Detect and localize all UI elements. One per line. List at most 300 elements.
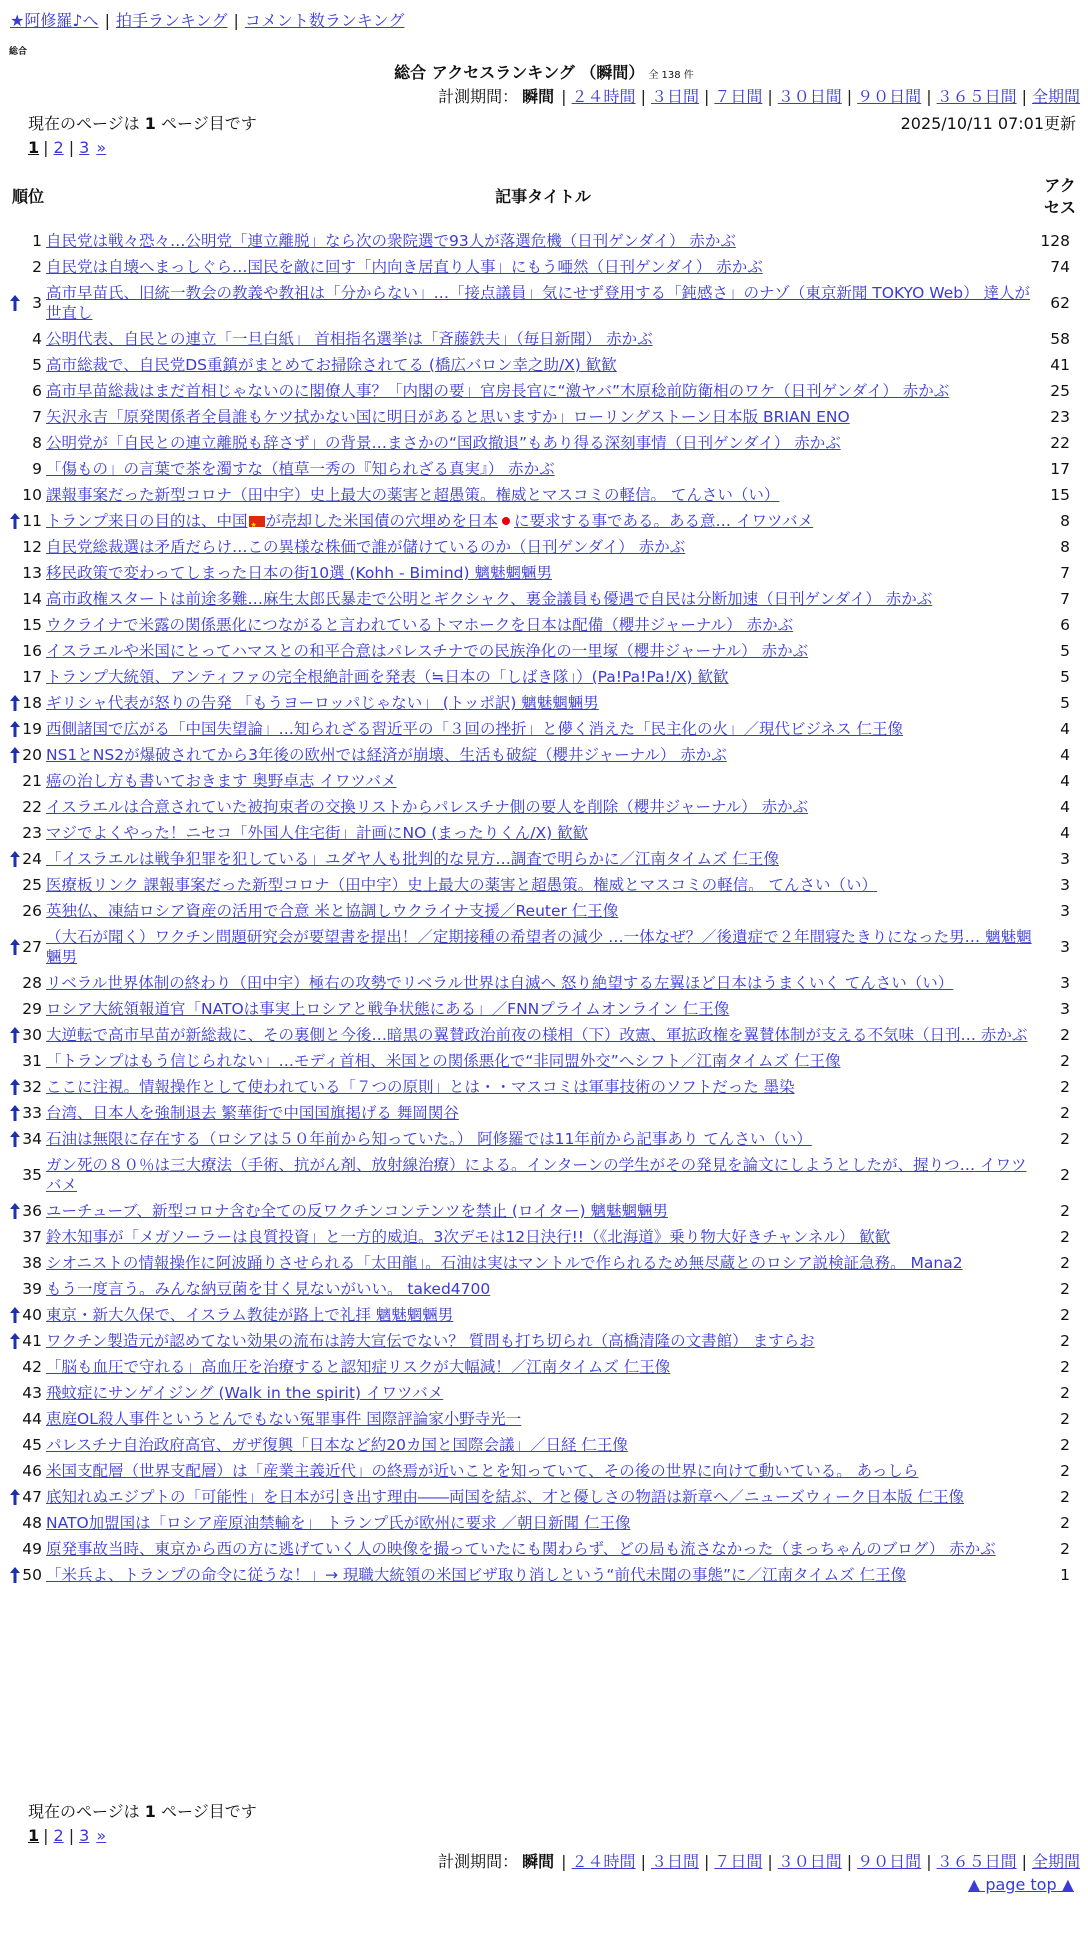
article-link[interactable]: 医療板リンク 課報事案だった新型コロナ（田中宇）史上最大の薬害と超愚策。権威とマスコミの軽信。 てんさい（い） xyxy=(46,876,878,894)
article-link[interactable]: 自民党は自壊へまっしぐら…国民を敵に回す「内向き居直り人事」にもう唖然（日刊ゲンダイ） 赤かぶ xyxy=(46,258,763,276)
table-row xyxy=(10,1381,1080,1407)
rank-cell xyxy=(10,613,46,639)
rank-cell xyxy=(10,431,46,457)
pager-link[interactable]: 3 xyxy=(79,138,90,157)
rank-number: 20 xyxy=(22,746,42,764)
title-cell xyxy=(46,1049,1040,1075)
table-row xyxy=(10,483,1080,509)
title-header: 記事タイトル xyxy=(495,186,591,206)
rank-cell xyxy=(10,1251,46,1277)
up-arrow-icon xyxy=(10,1489,20,1505)
category-label: 総合 xyxy=(9,47,28,57)
period-link[interactable]: ３０日間 xyxy=(777,87,842,106)
table-row xyxy=(10,925,1080,971)
period-link[interactable]: ２４時間 xyxy=(571,87,636,106)
rank-number: 23 xyxy=(22,824,42,842)
period-link[interactable]: ２４時間 xyxy=(571,1852,636,1871)
article-link[interactable]: NS1とNS2が爆破されてから3年後の欧州では経済が崩壊、生活も破綻（櫻井ジャーナル） 赤かぶ xyxy=(46,746,727,764)
period-link[interactable]: ９０日間 xyxy=(857,87,922,106)
access-count: 3 xyxy=(1060,1000,1070,1018)
rank-cell xyxy=(10,925,46,971)
rank-cell xyxy=(10,327,46,353)
rank-cell xyxy=(10,873,46,899)
access-count: 5 xyxy=(1060,642,1070,660)
pager-next-link[interactable]: » xyxy=(96,138,107,157)
comment-ranking-link[interactable]: コメント数ランキング xyxy=(244,11,405,30)
table-row xyxy=(10,639,1080,665)
article-link[interactable]: 高市早苗氏、旧統一教会の教義や教祖は「分からない」…「接点議員」気にせず登用する「鈍感さ」のナゾ（東京新聞 TOKYO Web） 達人が世直し xyxy=(46,284,1031,322)
article-link[interactable]: 台湾、日本人を強制退去 繁華街で中国国旗掲げる 舞岡関谷 xyxy=(46,1104,459,1122)
pager-link[interactable]: 3 xyxy=(79,1826,90,1845)
access-count: 2 xyxy=(1060,1104,1070,1122)
table-row xyxy=(10,1433,1080,1459)
up-arrow-icon xyxy=(10,721,20,737)
title-cell xyxy=(46,1277,1040,1303)
article-link[interactable]: 矢沢永吉「原発関係者全員誰もケツ拭かない国に明日があると思いますか」ローリングストーン日本版 BRIAN ENO xyxy=(46,408,850,426)
rank-cell xyxy=(10,1127,46,1153)
access-count: 2 xyxy=(1060,1078,1070,1096)
period-link[interactable]: ３日間 xyxy=(650,87,699,106)
title-cell xyxy=(46,509,1040,535)
period-link[interactable]: ９０日間 xyxy=(857,1852,922,1871)
up-arrow-icon xyxy=(10,295,20,311)
rank-number: 27 xyxy=(22,938,42,956)
table-row xyxy=(10,405,1080,431)
table-row xyxy=(10,353,1080,379)
table-row xyxy=(10,587,1080,613)
rank-cell xyxy=(10,1407,46,1433)
rank-number: 33 xyxy=(22,1104,42,1122)
article-link[interactable]: トランプ大統領、アンティファの完全根絶計画を発表（≒日本の「しばき隊」）(Pa!Pa!Pa!/X) 歓歓 xyxy=(46,668,729,686)
article-link[interactable]: ロシア大統領報道官「NATOは事実上ロシアと戦争状態にある」／FNNプライムオンライン 仁王像 xyxy=(46,1000,730,1018)
rank-number: 50 xyxy=(22,1566,42,1584)
rank-cell xyxy=(10,691,46,717)
access-count: 1 xyxy=(1060,1566,1070,1584)
table-row xyxy=(10,1407,1080,1433)
title-cell xyxy=(46,847,1040,873)
title-cell xyxy=(46,1127,1040,1153)
access-count: 6 xyxy=(1060,616,1070,634)
rank-cell xyxy=(10,1355,46,1381)
pager-link[interactable]: 2 xyxy=(53,1826,64,1845)
title-cell xyxy=(46,899,1040,925)
access-count: 5 xyxy=(1060,668,1070,686)
rank-number: 48 xyxy=(22,1514,42,1532)
article-link[interactable]: 自民党総裁選は矛盾だらけ…この異様な株価で誰が儲けているのか（日刊ゲンダイ） 赤かぶ xyxy=(46,538,686,556)
separator: | xyxy=(703,87,710,106)
table-row xyxy=(10,997,1080,1023)
rank-number: 22 xyxy=(22,798,42,816)
pager-next-link[interactable]: » xyxy=(96,1826,107,1845)
up-arrow-icon xyxy=(10,939,20,955)
access-count: 2 xyxy=(1060,1514,1070,1532)
table-row xyxy=(10,1199,1080,1225)
access-count: 2 xyxy=(1060,1280,1070,1298)
separator: | xyxy=(926,1852,932,1871)
updated-timestamp: 2025/10/11 07:01更新 xyxy=(900,114,1076,133)
ranking-table xyxy=(10,165,1080,1589)
access-count: 3 xyxy=(1060,974,1070,992)
rank-number: 34 xyxy=(22,1130,42,1148)
rank-cell xyxy=(10,971,46,997)
rank-number: 44 xyxy=(22,1410,42,1428)
title-cell xyxy=(46,665,1040,691)
article-link[interactable]: 公明代表、自民との連立「一旦白紙」 首相指名選挙は「斉藤鉄夫」（毎日新聞） 赤かぶ xyxy=(46,330,653,348)
article-link[interactable]: 西側諸国で広がる「中国失望論」…知られざる習近平の「３回の挫折」と儚く消えた「民主化の火」／現代ビジネス 仁王像 xyxy=(46,720,903,738)
access-count: 2 xyxy=(1060,1488,1070,1506)
access-count: 7 xyxy=(1060,564,1070,582)
separator: | xyxy=(767,87,773,106)
access-count: 22 xyxy=(1050,434,1070,452)
title-cell xyxy=(46,561,1040,587)
access-count: 2 xyxy=(1060,1436,1070,1454)
rank-cell xyxy=(10,457,46,483)
title-cell xyxy=(46,795,1040,821)
article-link[interactable]: 「イスラエルは戦争犯罪を犯している」ユダヤ人も批判的な見方…調査で明らかに／江南タイムズ 仁王像 xyxy=(46,850,779,868)
rank-number: 32 xyxy=(22,1078,42,1096)
table-row xyxy=(10,1511,1080,1537)
access-count: 4 xyxy=(1060,746,1070,764)
article-link[interactable]: 課報事案だった新型コロナ（田中宇）史上最大の薬害と超愚策。権威とマスコミの軽信。 てんさい（い） xyxy=(46,486,780,504)
period-link[interactable]: 全期間 xyxy=(1031,87,1080,106)
period-current: 瞬間 xyxy=(522,1852,555,1871)
rank-cell xyxy=(10,639,46,665)
rank-number: 36 xyxy=(22,1202,42,1220)
title-cell xyxy=(46,639,1040,665)
rank-cell xyxy=(10,1485,46,1511)
page-title-row xyxy=(0,64,1088,82)
period-link[interactable]: 全期間 xyxy=(1031,1852,1080,1871)
article-link[interactable]: NATO加盟国は「ロシア産原油禁輸を」 トランプ氏が欧州に要求 ／朝日新聞 仁王像 xyxy=(46,1514,631,1532)
rank-number: 5 xyxy=(32,356,42,374)
access-count: 3 xyxy=(1060,876,1070,894)
rank-cell xyxy=(10,665,46,691)
rank-number: 46 xyxy=(22,1462,42,1480)
rank-cell xyxy=(10,717,46,743)
rank-cell xyxy=(10,353,46,379)
rank-number: 29 xyxy=(22,1000,42,1018)
access-count: 2 xyxy=(1060,1130,1070,1148)
table-row xyxy=(10,717,1080,743)
article-link[interactable]: リベラル世界体制の終わり（田中宇）極右の攻勢でリベラル世界は自滅へ 怒り絶望する左翼ほど日本はうまくいく てんさい（い） xyxy=(46,974,954,992)
title-cell xyxy=(46,1537,1040,1563)
rank-cell xyxy=(10,483,46,509)
table-row xyxy=(10,1485,1080,1511)
title-cell xyxy=(46,997,1040,1023)
title-cell xyxy=(46,1023,1040,1049)
pager-bottom xyxy=(28,1827,107,1845)
article-link[interactable]: 大逆転で高市早苗が新総裁に、その裏側と今後…暗黒の翼賛政治前夜の様相（下）改憲、軍拡政権を翼賛体制が支える不気味（日刊… 赤かぶ xyxy=(46,1026,1028,1044)
up-arrow-icon xyxy=(10,1131,20,1147)
table-row xyxy=(10,691,1080,717)
rank-number: 30 xyxy=(22,1026,42,1044)
title-cell xyxy=(46,1329,1040,1355)
table-row xyxy=(10,665,1080,691)
access-count: 2 xyxy=(1060,1166,1070,1184)
access-header: アクセス xyxy=(1043,176,1076,217)
table-row xyxy=(10,1251,1080,1277)
top-nav: ★阿修羅♪へ | 拍手ランキング | コメント数ランキング xyxy=(10,11,405,30)
access-count: 5 xyxy=(1060,694,1070,712)
rank-number: 39 xyxy=(22,1280,42,1298)
article-link[interactable]: 高市総裁で、自民党DS重鎮がまとめてお掃除されてる (橋広バロン幸之助/X) 歓歓 xyxy=(46,356,617,374)
rank-cell xyxy=(10,821,46,847)
article-link[interactable]: 底知れぬエジプトの「可能性」を日本が引き出す理由――両国を結ぶ、才と優しさの物語は新章へ／ニューズウィーク日本版 仁王像 xyxy=(46,1488,965,1506)
up-arrow-icon xyxy=(10,1203,20,1219)
article-link[interactable]: トランプ来日の目的は、中国★ が売却した米国債の穴埋めを日本 に要求する事である。ある意… イワツバメ xyxy=(46,512,813,530)
table-row xyxy=(10,379,1080,405)
article-link[interactable]: 東京・新大久保で、イスラム教徒が路上で礼拝 魑魅魍魎男 xyxy=(46,1306,454,1324)
title-cell xyxy=(46,613,1040,639)
title-cell xyxy=(46,431,1040,457)
page-info-bottom: 現在のページは 1 ページ目です xyxy=(28,1802,257,1821)
table-row xyxy=(10,769,1080,795)
access-count: 62 xyxy=(1050,294,1070,312)
access-count: 58 xyxy=(1050,330,1070,348)
table-row xyxy=(10,281,1080,327)
rank-cell xyxy=(10,379,46,405)
rank-number: 10 xyxy=(22,486,42,504)
title-cell xyxy=(46,535,1040,561)
rank-number: 21 xyxy=(22,772,42,790)
table-row xyxy=(10,1075,1080,1101)
rank-number: 41 xyxy=(22,1332,42,1350)
table-row xyxy=(10,1023,1080,1049)
article-link[interactable]: 原発事故当時、東京から西の方に逃げていく人の映像を撮っていたにも関わらず、どの局も流さなかった（まっちゃんのブログ） 赤かぶ xyxy=(46,1540,996,1558)
table-row xyxy=(10,1049,1080,1075)
table-row xyxy=(10,1101,1080,1127)
china-flag-icon xyxy=(249,516,265,527)
period-link[interactable]: ７日間 xyxy=(714,1852,763,1871)
article-link[interactable]: ユーチューブ、新型コロナ含む全ての反ワクチンコンテンツを禁止 (ロイター) 魑魅魍魎男 xyxy=(46,1202,668,1220)
article-link[interactable]: ガン死の８０％は三大療法（手術、抗がん剤、放射線治療）による。インターンの学生がその発見を論文にしようとしたが、握りつ… イワツバメ xyxy=(46,1156,1027,1194)
pager-link[interactable]: 2 xyxy=(53,138,64,157)
rank-number: 8 xyxy=(32,434,42,452)
total-count: 全 138 件 xyxy=(648,70,694,81)
table-row xyxy=(10,229,1080,255)
article-link[interactable]: 恵庭OL殺人事件というとんでもない冤罪事件 国際評論家小野寺光一 xyxy=(46,1410,522,1428)
rank-cell xyxy=(10,1101,46,1127)
up-arrow-icon xyxy=(10,1333,20,1349)
article-link[interactable]: 自民党は戦々恐々…公明党「連立離脱」なら次の衆院選で93人が落選危機（日刊ゲンダイ） 赤かぶ xyxy=(46,232,736,250)
access-count: 25 xyxy=(1050,382,1070,400)
table-row xyxy=(10,1225,1080,1251)
access-count: 4 xyxy=(1060,772,1070,790)
rank-number: 2 xyxy=(32,258,42,276)
title-cell xyxy=(46,483,1040,509)
rank-cell xyxy=(10,1049,46,1075)
title-cell xyxy=(46,379,1040,405)
title-cell xyxy=(46,1511,1040,1537)
access-count: 23 xyxy=(1050,408,1070,426)
access-count: 2 xyxy=(1060,1202,1070,1220)
access-count: 2 xyxy=(1060,1228,1070,1246)
rank-cell xyxy=(10,1563,46,1589)
article-link[interactable]: 米国支配層（世界支配層）は「産業主義近代」の終焉が近いことを知っていて、その後の世界に向けて動いている。 あっしら xyxy=(46,1462,919,1480)
up-arrow-icon xyxy=(10,1307,20,1323)
rank-cell xyxy=(10,255,46,281)
rank-cell xyxy=(10,281,46,327)
access-count: 8 xyxy=(1060,512,1070,530)
up-arrow-icon xyxy=(10,1105,20,1121)
article-link[interactable]: パレスチナ自治政府高官、ガザ復興「日本など約20カ国と国際会議」／日経 仁王像 xyxy=(46,1436,628,1454)
article-link[interactable]: 「トランプはもう信じられない」…モディ首相、米国との関係悪化で“非同盟外交”へシフト／江南タイムズ 仁王像 xyxy=(46,1052,841,1070)
article-link[interactable]: 高市政権スタートは前途多難…麻生太郎氏暴走で公明とギクシャク、裏金議員も優遇で自民は分断加速（日刊ゲンダイ） 赤かぶ xyxy=(46,590,933,608)
article-link[interactable]: 公明党が「自民との連立離脱も辞さず」の背景…まさかの“国政撤退”もあり得る深刻事情（日刊ゲンダイ） 赤かぶ xyxy=(46,434,841,452)
rank-number: 35 xyxy=(22,1166,42,1184)
rank-cell xyxy=(10,899,46,925)
article-link[interactable]: 鈴木知事が「メガソーラーは良質投資」と一方的威迫。3次デモは12日決行!!（《北海道》乗り物大好きチャンネル） 歓歓 xyxy=(46,1228,891,1246)
rank-number: 28 xyxy=(22,974,42,992)
title-cell xyxy=(46,281,1040,327)
title-cell xyxy=(46,353,1040,379)
title-cell xyxy=(46,743,1040,769)
table-row xyxy=(10,509,1080,535)
article-link[interactable]: 石油は無限に存在する（ロシアは５０年前から知っていた。） 阿修羅では11年前から記事あり てんさい（い） xyxy=(46,1130,812,1148)
rank-number: 43 xyxy=(22,1384,42,1402)
access-count: 17 xyxy=(1050,460,1070,478)
title-cell xyxy=(46,821,1040,847)
article-link[interactable]: 英独仏、凍結ロシア資産の活用で合意 米と協調しウクライナ支援／Reuter 仁王像 xyxy=(46,902,619,920)
article-link[interactable]: （大石が聞く）ワクチン問題研究会が要望書を提出！／定期接種の希望者の減少 …一体なぜ？／後遺症で２年間寝たきりになった男… 魑魅魍魎男 xyxy=(46,928,1032,966)
article-link[interactable]: 癌の治し方も書いておきます 奥野卓志 イワツバメ xyxy=(46,772,397,790)
separator: | xyxy=(640,1852,646,1871)
article-link[interactable]: 「脳も血圧で守れる」高血圧を治療すると認知症リスクが大幅減！／江南タイムズ 仁王像 xyxy=(46,1358,671,1376)
period-link[interactable]: ３日間 xyxy=(650,1852,699,1871)
separator: | xyxy=(640,87,646,106)
rank-number: 47 xyxy=(22,1488,42,1506)
pager-current: 1 xyxy=(28,138,40,157)
rank-cell xyxy=(10,769,46,795)
rank-cell xyxy=(10,1329,46,1355)
period-link[interactable]: ３０日間 xyxy=(777,1852,842,1871)
separator: | xyxy=(68,1826,75,1845)
period-link[interactable]: ７日間 xyxy=(714,87,763,106)
table-row xyxy=(10,535,1080,561)
separator: | xyxy=(767,1852,773,1871)
rank-number: 40 xyxy=(22,1306,42,1324)
rank-cell xyxy=(10,1225,46,1251)
table-row xyxy=(10,431,1080,457)
period-current: 瞬間 xyxy=(522,87,555,106)
table-row xyxy=(10,561,1080,587)
access-count: 2 xyxy=(1060,1026,1070,1044)
article-link[interactable]: 飛蚊症にサンゲイジング (Walk in the spirit) イワツバメ xyxy=(46,1384,444,1402)
rank-number: 38 xyxy=(22,1254,42,1272)
rank-number: 25 xyxy=(22,876,42,894)
title-cell xyxy=(46,1075,1040,1101)
access-count: 41 xyxy=(1050,356,1070,374)
article-link[interactable]: ウクライナで米露の関係悪化につながると言われているトマホークを日本は配備（櫻井ジャーナル） 赤かぶ xyxy=(46,616,794,634)
period-link[interactable]: ３６５日間 xyxy=(936,1852,1017,1871)
period-selector-bottom xyxy=(438,1853,1080,1871)
title-cell xyxy=(46,691,1040,717)
up-arrow-icon xyxy=(10,1079,20,1095)
rank-cell xyxy=(10,1381,46,1407)
table-row xyxy=(10,327,1080,353)
rank-number: 17 xyxy=(22,668,42,686)
title-cell xyxy=(46,1225,1040,1251)
access-count: 2 xyxy=(1060,1462,1070,1480)
article-link[interactable]: シオニストの情報操作に阿波踊りさせられる「太田龍」。石油は実はマントルで作られるため無尽蔵とのロシア説検証急務。 Mana2 xyxy=(46,1254,963,1272)
rank-number: 4 xyxy=(32,330,42,348)
access-count: 2 xyxy=(1060,1540,1070,1558)
access-count: 2 xyxy=(1060,1358,1070,1376)
access-count: 3 xyxy=(1060,902,1070,920)
title-cell xyxy=(46,327,1040,353)
rank-number: 42 xyxy=(22,1358,42,1376)
rank-number: 7 xyxy=(32,408,42,426)
up-arrow-icon xyxy=(10,1027,20,1043)
article-link[interactable]: 「傷もの」の言葉で茶を濁すな（植草一秀の『知られざる真実』） 赤かぶ xyxy=(46,460,555,478)
article-link[interactable]: 「米兵よ、トランプの命令に従うな！」→ 現職大統領の米国ビザ取り消しという“前代未聞の事態”に／江南タイムズ 仁王像 xyxy=(46,1566,907,1584)
separator: | xyxy=(1021,1852,1027,1871)
up-arrow-icon xyxy=(10,747,20,763)
rank-number: 26 xyxy=(22,902,42,920)
article-link[interactable]: イスラエルや米国にとってハマスとの和平合意はパレスチナでの民族浄化の一里塚（櫻井ジャーナル） 赤かぶ xyxy=(46,642,809,660)
rank-cell xyxy=(10,1511,46,1537)
rank-number: 6 xyxy=(32,382,42,400)
page-title: 総合 アクセスランキング （瞬間） xyxy=(394,63,645,82)
access-count: 4 xyxy=(1060,720,1070,738)
rank-number: 19 xyxy=(22,720,42,738)
title-cell xyxy=(46,229,1040,255)
rank-number: 12 xyxy=(22,538,42,556)
clap-ranking-link[interactable]: 拍手ランキング xyxy=(115,11,228,30)
rank-cell xyxy=(10,1075,46,1101)
rank-cell xyxy=(10,1537,46,1563)
rank-number: 1 xyxy=(32,232,42,250)
separator: | xyxy=(703,1852,710,1871)
japan-flag-icon xyxy=(502,517,510,525)
article-link[interactable]: ワクチン製造元が認めてない効果の流布は誇大宣伝でない？ 質問も打ち切られ（高橋清隆の文書館） ますらお xyxy=(46,1332,815,1350)
home-link[interactable]: ★阿修羅♪へ xyxy=(10,11,99,30)
article-link[interactable]: イスラエルは合意されていた被拘束者の交換リストからパレスチナ側の要人を削除（櫻井ジャーナル） 赤かぶ xyxy=(46,798,809,816)
up-arrow-icon xyxy=(10,513,20,529)
article-link[interactable]: マジでよくやった！ニセコ「外国人住宅街」計画にNO (まったりくん/X) 歓歓 xyxy=(46,824,589,842)
rank-number: 14 xyxy=(22,590,42,608)
article-link[interactable]: ギリシャ代表が怒りの告発 「もうヨーロッパじゃない」 (トッポ訳) 魑魅魍魎男 xyxy=(46,694,599,712)
access-count: 2 xyxy=(1060,1306,1070,1324)
up-arrow-icon xyxy=(10,695,20,711)
period-label: 計測期間： xyxy=(438,87,519,106)
access-count: 7 xyxy=(1060,590,1070,608)
table-row xyxy=(10,255,1080,281)
rank-cell xyxy=(10,229,46,255)
article-link[interactable]: 高市早苗総裁はまだ首相じゃないのに閣僚人事？「内閣の要」官房長官に“激ヤバ”木原稔前防衛相のワケ（日刊ゲンダイ） 赤かぶ xyxy=(46,382,950,400)
title-cell xyxy=(46,1199,1040,1225)
separator: | xyxy=(926,87,932,106)
table-row xyxy=(10,1303,1080,1329)
article-link[interactable]: ここに注視。情報操作として使われている「７つの原則」とは・・マスコミは軍事技術のソフトだった 墨染 xyxy=(46,1078,795,1096)
title-cell xyxy=(46,769,1040,795)
period-link[interactable]: ３６５日間 xyxy=(936,87,1017,106)
title-cell xyxy=(46,1153,1040,1199)
access-count: 2 xyxy=(1060,1052,1070,1070)
article-link[interactable]: もう一度言う。みんな納豆菌を甘く見ないがいい。 taked4700 xyxy=(46,1280,491,1298)
rank-number: 15 xyxy=(22,616,42,634)
rank-cell xyxy=(10,1303,46,1329)
rank-number: 13 xyxy=(22,564,42,582)
table-row xyxy=(10,873,1080,899)
article-link[interactable]: 移民政策で変わってしまった日本の街10選 (Kohh - Bimind) 魑魅魍魎男 xyxy=(46,564,552,582)
title-cell xyxy=(46,1563,1040,1589)
table-row xyxy=(10,1537,1080,1563)
rank-number: 37 xyxy=(22,1228,42,1246)
page-top-link[interactable]: ▲ page top ▲ xyxy=(967,1875,1074,1894)
rank-header: 順位 xyxy=(11,187,44,206)
rank-number: 16 xyxy=(22,642,42,660)
